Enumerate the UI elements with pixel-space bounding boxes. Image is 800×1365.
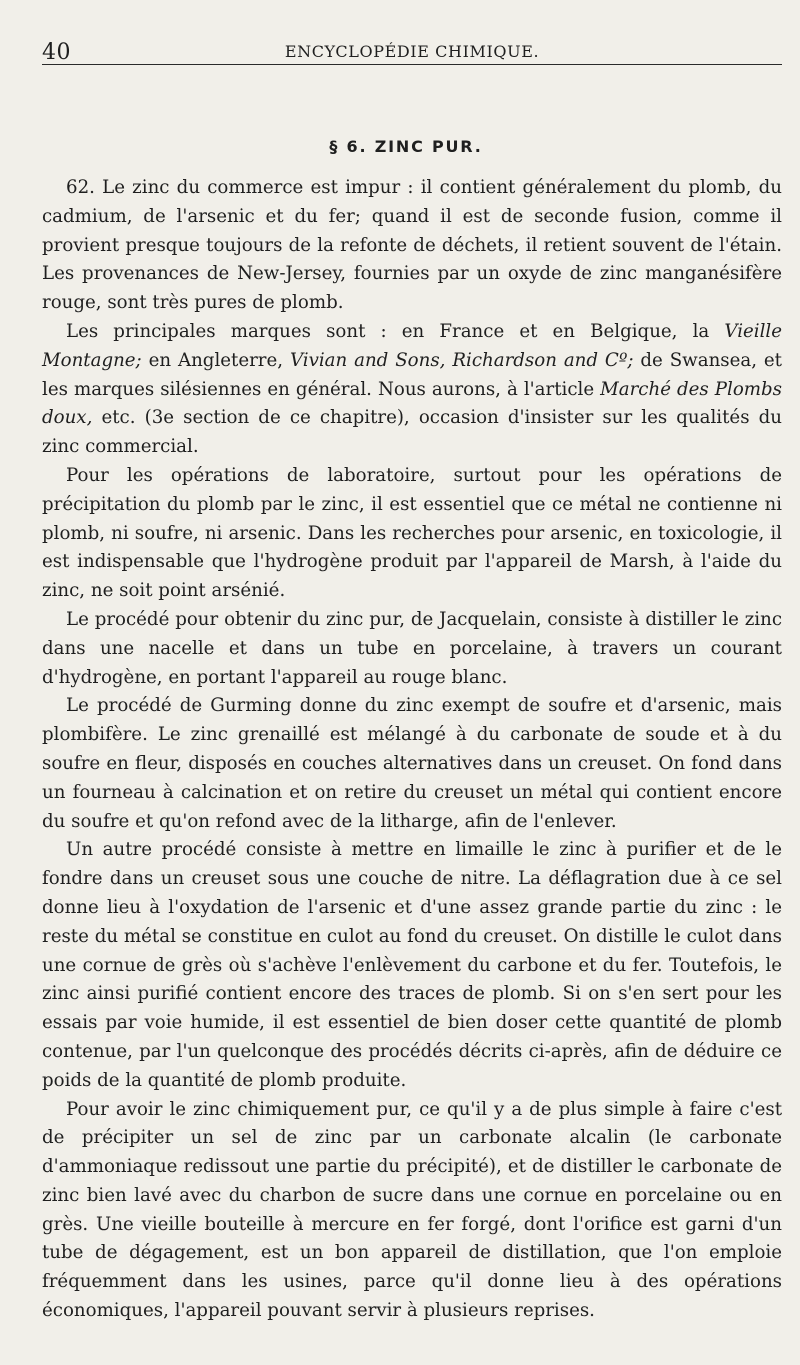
text-span: en Angleterre, (141, 349, 290, 371)
text-span: de Swansea, et les marques silésiennes en général. Nous aurons, à l'article (42, 349, 782, 400)
paragraph-2 (42, 318, 782, 462)
body-text (42, 174, 782, 1326)
section-heading: § 6. ZINC PUR. (329, 137, 483, 156)
page-number: 40 (42, 40, 71, 65)
italic-text-span: Vieille Montagne; (42, 320, 782, 371)
italic-text-span: Marché des Plombs doux, (42, 378, 782, 429)
paragraph-6 (42, 836, 782, 1095)
paragraph-5 (42, 692, 782, 836)
text-span: 62. Le zinc du commerce est impur : il contient généralement du plomb, du cadmium, de l'arsenic et du fer; quand il est de seconde fusion, comme il provient presque toujours de la refonte de déchets, il retient souvent de l'étain. Les provenances de New-Jersey, fournies par un oxyde de zinc manganésifère rouge, sont très pures de plomb. (42, 177, 782, 314)
text-span: Un autre procédé consiste à mettre en limaille le zinc à purifier et de le fondre dans un creuset sous une couche de nitre. La déflagration due à ce sel donne lieu à l'oxydation de l'arsenic et d'une assez grande partie du zinc : le reste du métal se constitue en culot au fond du creuset. On distille le culot dans une cornue de grès où s'achève l'enlèvement du carbone et du fer. Toutefois, le zinc ainsi purifié contient encore des traces de plomb. Si on s'en sert pour les essais par voie humide, il est essentiel de bien doser cette quantité de plomb contenue, par l'un quelconque des procédés décrits ci-après, afin de déduire ce poids de la quantité de plomb produite. (42, 839, 782, 1091)
italic-text-span: Vivian and Sons, Richardson and Cº; (289, 349, 634, 371)
paragraph-3 (42, 462, 782, 606)
text-span: etc. (3e section de ce chapitre), occasion d'insister sur les qualités du zinc commercial. (42, 407, 782, 458)
page-header (42, 34, 782, 65)
text-span: Le procédé de Gurming donne du zinc exempt de soufre et d'arsenic, mais plombifère. Le zinc grenaillé est mélangé à du carbonate de soude et à du soufre en fleur, disposés en couches alternatives dans un creuset. On fond dans un fourneau à calcination et on retire du creuset un métal qui contient encore du soufre et qu'on refond avec de la litharge, afin de l'enlever. (42, 695, 782, 832)
paragraph-1 (42, 174, 782, 318)
text-span: Les principales marques sont : en France et en Belgique, la (66, 320, 725, 342)
paragraph-4 (42, 606, 782, 692)
text-span: Pour avoir le zinc chimiquement pur, ce qu'il y a de plus simple à faire c'est de précipiter un sel de zinc par un carbonate alcalin (le carbonate d'ammoniaque redissout une partie du précipité), et de distiller le carbonate de zinc bien lavé avec du charbon de sucre dans une cornue en porcelaine ou en grès. Une vieille bouteille à mercure en fer forgé, dont l'orifice est garni d'un tube de dégagement, est un bon appareil de distillation, que l'on emploie fréquemment dans les usines, parce qu'il donne lieu à des opérations économiques, l'appareil pouvant servir à plusieurs reprises. (42, 1098, 782, 1322)
text-span: Le procédé pour obtenir du zinc pur, de Jacquelain, consiste à distiller le zinc dans une nacelle et dans un tube en porcelaine, à travers un courant d'hydrogène, en portant l'appareil au rouge blanc. (42, 608, 782, 688)
paragraph-7 (42, 1096, 782, 1326)
running-title: ENCYCLOPÉDIE CHIMIQUE. (284, 42, 540, 61)
text-span: Pour les opérations de laboratoire, surtout pour les opérations de précipitation du plomb par le zinc, il est essentiel que ce métal ne contienne ni plomb, ni soufre, ni arsenic. Dans les recherches pour arsenic, en toxicologie, il est indispensable que l'hydrogène produit par l'appareil de Marsh, à l'aide du zinc, ne soit point arsénié. (42, 464, 782, 602)
